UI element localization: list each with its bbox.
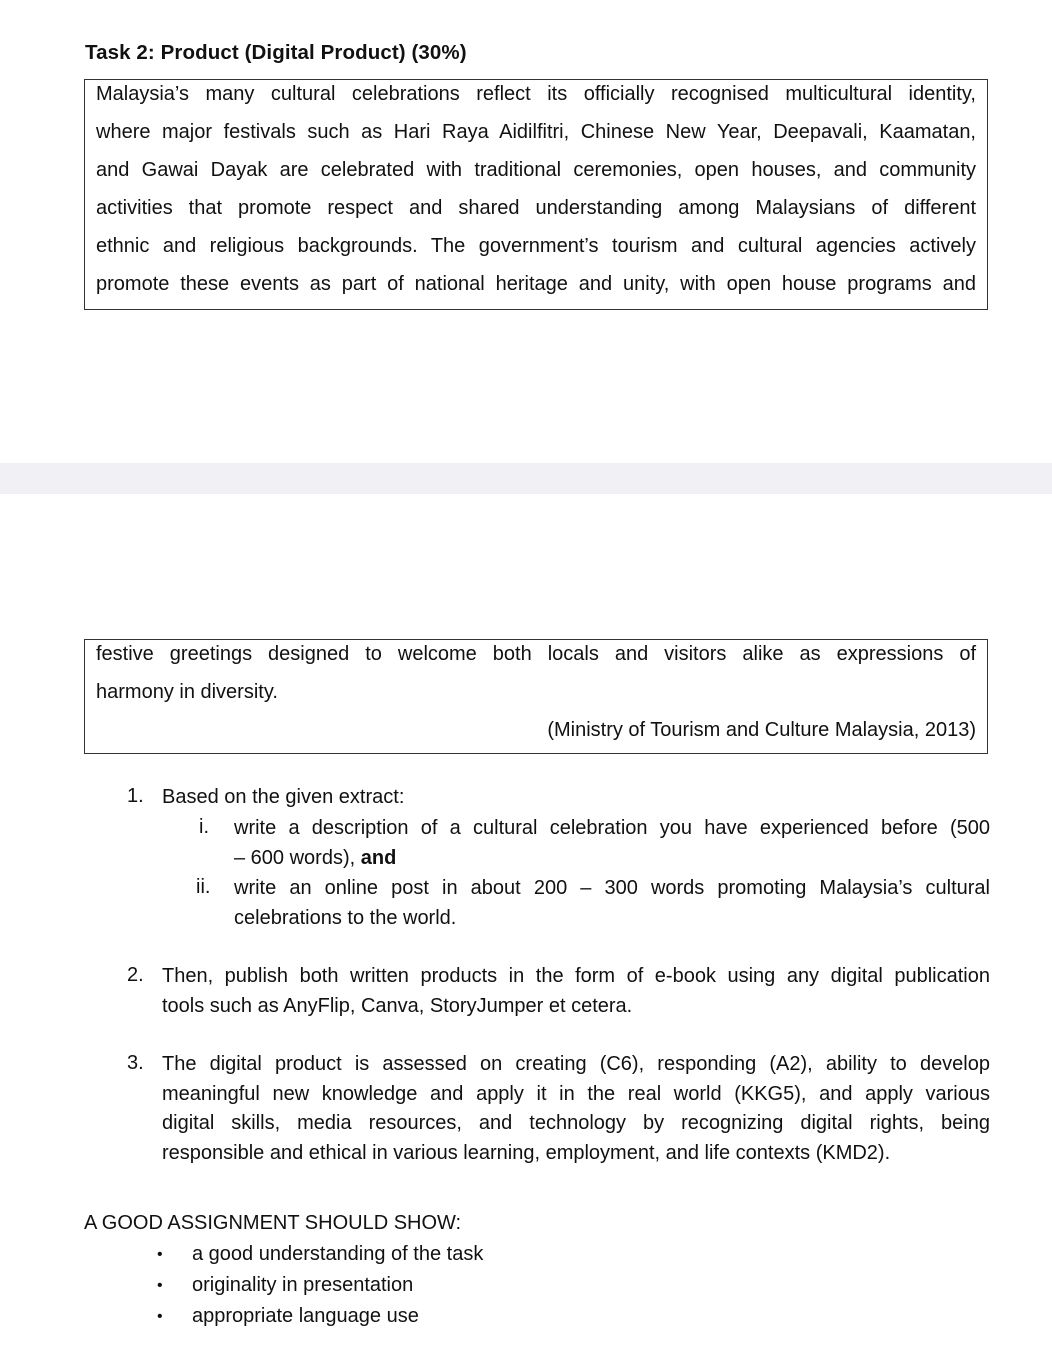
question-text: Based on the given extract: [162, 786, 405, 808]
task-title: Task 2: Product (Digital Product) (30%) [85, 41, 467, 64]
extract-line: and Gawai Dayak are celebrated with traditional ceremonies, open houses, and community [96, 159, 976, 181]
subitem-line-wrap [234, 844, 990, 874]
bullet-icon: • [157, 1277, 163, 1294]
extract-line: harmony in diversity. [96, 681, 278, 703]
question-number: 1. [127, 785, 144, 807]
criteria-item: appropriate language use [192, 1305, 419, 1327]
criteria-item: a good understanding of the task [192, 1243, 484, 1265]
question-number: 3. [127, 1052, 144, 1074]
bullet-icon: • [157, 1246, 163, 1263]
extract-box-part-1 [84, 79, 988, 310]
question-text [162, 962, 990, 1021]
extract-line: Malaysia’s many cultural celebrations reflect its officially recognised multicultural identity, [96, 83, 976, 105]
subitem-line: write a description of a cultural celebration you have experienced before (500 [234, 817, 990, 839]
subitem-line: write an online post in about 200 – 300 words promoting Malaysia’s cultural [234, 877, 990, 899]
extract-line: promote these events as part of national heritage and unity, with open house programs and [96, 273, 976, 295]
question-number: 2. [127, 964, 144, 986]
extract-citation: (Ministry of Tourism and Culture Malaysia, 2013) [547, 719, 976, 741]
page-separator [0, 463, 1052, 494]
extract-line: ethnic and religious backgrounds. The government’s tourism and cultural agencies actively [96, 235, 976, 257]
subitem-number: i. [199, 816, 209, 838]
subitem-number: ii. [196, 876, 211, 898]
criteria-heading: A GOOD ASSIGNMENT SHOULD SHOW: [84, 1212, 462, 1234]
subitem-line: celebrations to the world. [234, 906, 457, 929]
bullet-icon: • [157, 1308, 163, 1325]
question-line: responsible and ethical in various learning, employment, and life contexts (KMD2). [162, 1141, 891, 1164]
question-line: Then, publish both written products in the form of e-book using any digital publication [162, 965, 990, 987]
subitem-line: – 600 words), [234, 846, 361, 869]
subitem-bold-and: and [360, 846, 397, 869]
extract-line: activities that promote respect and shared understanding among Malaysians of different [96, 197, 976, 219]
question-line: meaningful new knowledge and apply it in the real world (KKG5), and apply various [162, 1082, 990, 1105]
extract-box-part-2 [84, 639, 988, 754]
criteria-item: originality in presentation [192, 1274, 414, 1296]
extract-line: festive greetings designed to welcome both locals and visitors alike as expressions of [96, 643, 976, 665]
question-line: digital skills, media resources, and technology by recognizing digital rights, being [162, 1112, 990, 1134]
subitem-text [234, 814, 990, 873]
question-line: tools such as AnyFlip, Canva, StoryJumper et cetera. [162, 994, 633, 1017]
extract-line: where major festivals such as Hari Raya Aidilfitri, Chinese New Year, Deepavali, Kaamatan, [96, 121, 976, 143]
question-line: The digital product is assessed on creating (C6), responding (A2), ability to develop [162, 1053, 990, 1075]
question-text [162, 1050, 990, 1168]
subitem-text [234, 874, 990, 933]
